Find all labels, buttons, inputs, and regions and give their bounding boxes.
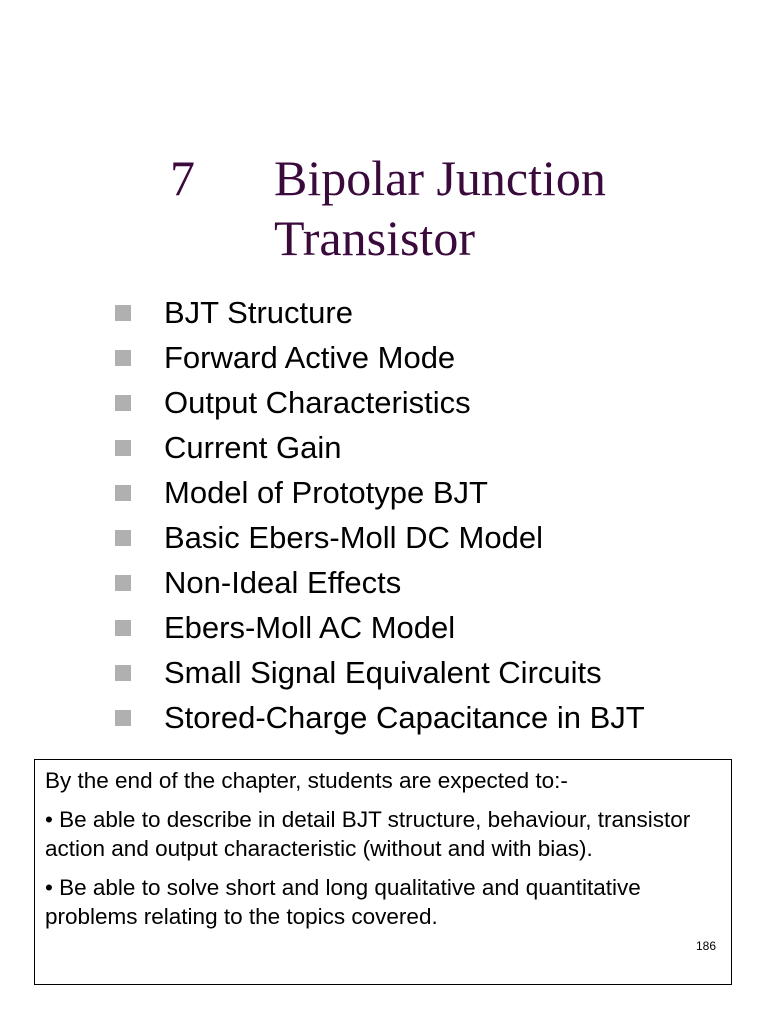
chapter-title-line-1: Bipolar Junction: [274, 150, 606, 206]
square-bullet-icon: [115, 440, 131, 456]
square-bullet-icon: [115, 350, 131, 366]
square-bullet-icon: [115, 710, 131, 726]
chapter-number: 7: [170, 150, 195, 206]
objective-item: • Be able to describe in detail BJT structure, behaviour, transistor action and output characteristic (without and with bias).: [45, 807, 691, 861]
learning-objectives-box: [34, 759, 732, 985]
topic-label: BJT Structure: [164, 295, 353, 330]
square-bullet-icon: [115, 395, 131, 411]
topic-label: Forward Active Mode: [164, 340, 456, 375]
topic-label: Small Signal Equivalent Circuits: [164, 655, 602, 690]
topic-label: Non-Ideal Effects: [164, 565, 402, 600]
topic-label: Ebers-Moll AC Model: [164, 610, 456, 645]
topic-label: Output Characteristics: [164, 385, 471, 420]
page-number: 186: [696, 939, 717, 953]
square-bullet-icon: [115, 665, 131, 681]
objective-item: • Be able to solve short and long qualitative and quantitative problems relating to the topics covered.: [45, 875, 641, 929]
objectives-intro: By the end of the chapter, students are expected to:-: [45, 768, 568, 793]
square-bullet-icon: [115, 305, 131, 321]
square-bullet-icon: [115, 575, 131, 591]
square-bullet-icon: [115, 485, 131, 501]
square-bullet-icon: [115, 620, 131, 636]
square-bullet-icon: [115, 530, 131, 546]
topic-label: Model of Prototype BJT: [164, 475, 488, 510]
topic-label: Stored-Charge Capacitance in BJT: [164, 700, 645, 735]
chapter-title-line-2: Transistor: [274, 210, 475, 266]
topic-label: Basic Ebers-Moll DC Model: [164, 520, 543, 555]
chapter-title: [274, 148, 744, 268]
topic-label: Current Gain: [164, 430, 342, 465]
